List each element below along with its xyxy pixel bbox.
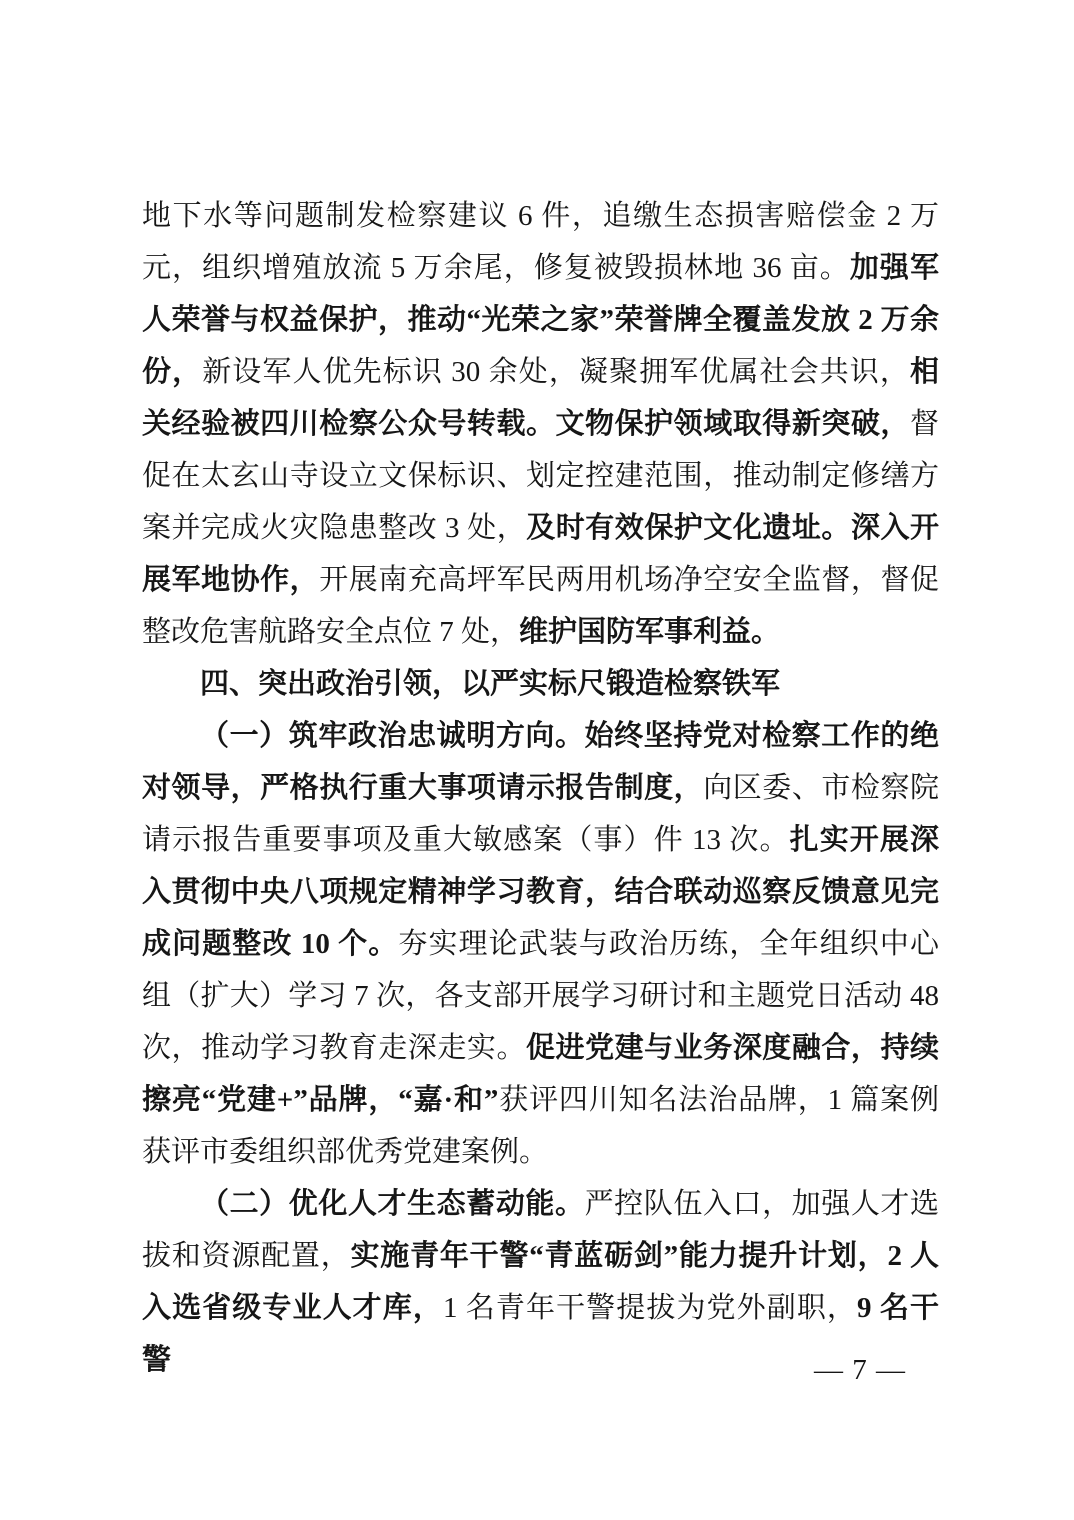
emphasis-text: 及时有效保护文化遗址。深入开展军地协作， — [142, 512, 939, 596]
body-text: 开展南充高坪军民两用机场净空安全监督，督促整改危害航路安全点位 7 处， — [142, 564, 939, 648]
emphasis-text: 扎实开展深入贯彻中央八项规定精神学习教育，结合联动巡察反馈意见完成问题整改 10 个。 — [142, 824, 939, 960]
body-text: 向区委、市检察院请示报告重要事项及重大敏感案（事）件 13 次。 — [142, 772, 939, 856]
emphasis-text: 9 名干警 — [142, 1292, 939, 1376]
paragraph — [142, 190, 939, 658]
emphasis-text: 四、突出政治引领，以严实标尺锻造检察铁军 — [200, 668, 781, 700]
body-text: 新设军人优先标识 30 余处，凝聚拥军优属社会共识， — [202, 356, 910, 388]
emphasis-text: 实施青年干警“青蓝砺剑”能力提升计划，2 人入选省级专业人才库， — [142, 1240, 939, 1324]
emphasis-text: 促进党建与业务深度融合，持续擦亮“党建+”品牌，“嘉·和” — [142, 1032, 939, 1116]
body-text: 获评四川知名法治品牌，1 篇案例获评市委组织部优秀党建案例。 — [142, 1084, 939, 1168]
emphasis-text: 相关经验被四川检察公众号转载。文物保护领域取得新突破， — [142, 356, 939, 440]
body-text: 1 名青年干警提拔为党外副职， — [442, 1292, 858, 1324]
emphasis-text: （二）优化人才生态蓄动能。 — [200, 1188, 585, 1220]
body-text: 夯实理论武装与政治历练，全年组织中心组（扩大）学习 7 次，各支部开展学习研讨和主题党日活动 48 次，推动学习教育走深走实。 — [142, 928, 939, 1064]
page-number: — 7 — — [814, 1354, 906, 1386]
paragraph — [142, 710, 939, 1178]
body-text: 严控队伍入口，加强人才选拔和资源配置， — [142, 1188, 939, 1272]
emphasis-text: 加强军人荣誉与权益保护，推动“光荣之家”荣誉牌全覆盖发放 2 万余份， — [142, 252, 939, 388]
document-body — [142, 190, 939, 1386]
body-text: 督促在太玄山寺设立文保标识、划定控建范围，推动制定修缮方案并完成火灾隐患整改 3 处， — [142, 408, 939, 544]
emphasis-text: 维护国防军事利益。 — [519, 616, 781, 648]
section-heading — [142, 658, 939, 710]
body-text: 地下水等问题制发检察建议 6 件，追缴生态损害赔偿金 2 万元，组织增殖放流 5 万余尾，修复被毁损林地 36 亩。 — [142, 200, 939, 284]
emphasis-text: （一）筑牢政治忠诚明方向。始终坚持党对检察工作的绝对领导，严格执行重大事项请示报告制度， — [142, 720, 939, 804]
